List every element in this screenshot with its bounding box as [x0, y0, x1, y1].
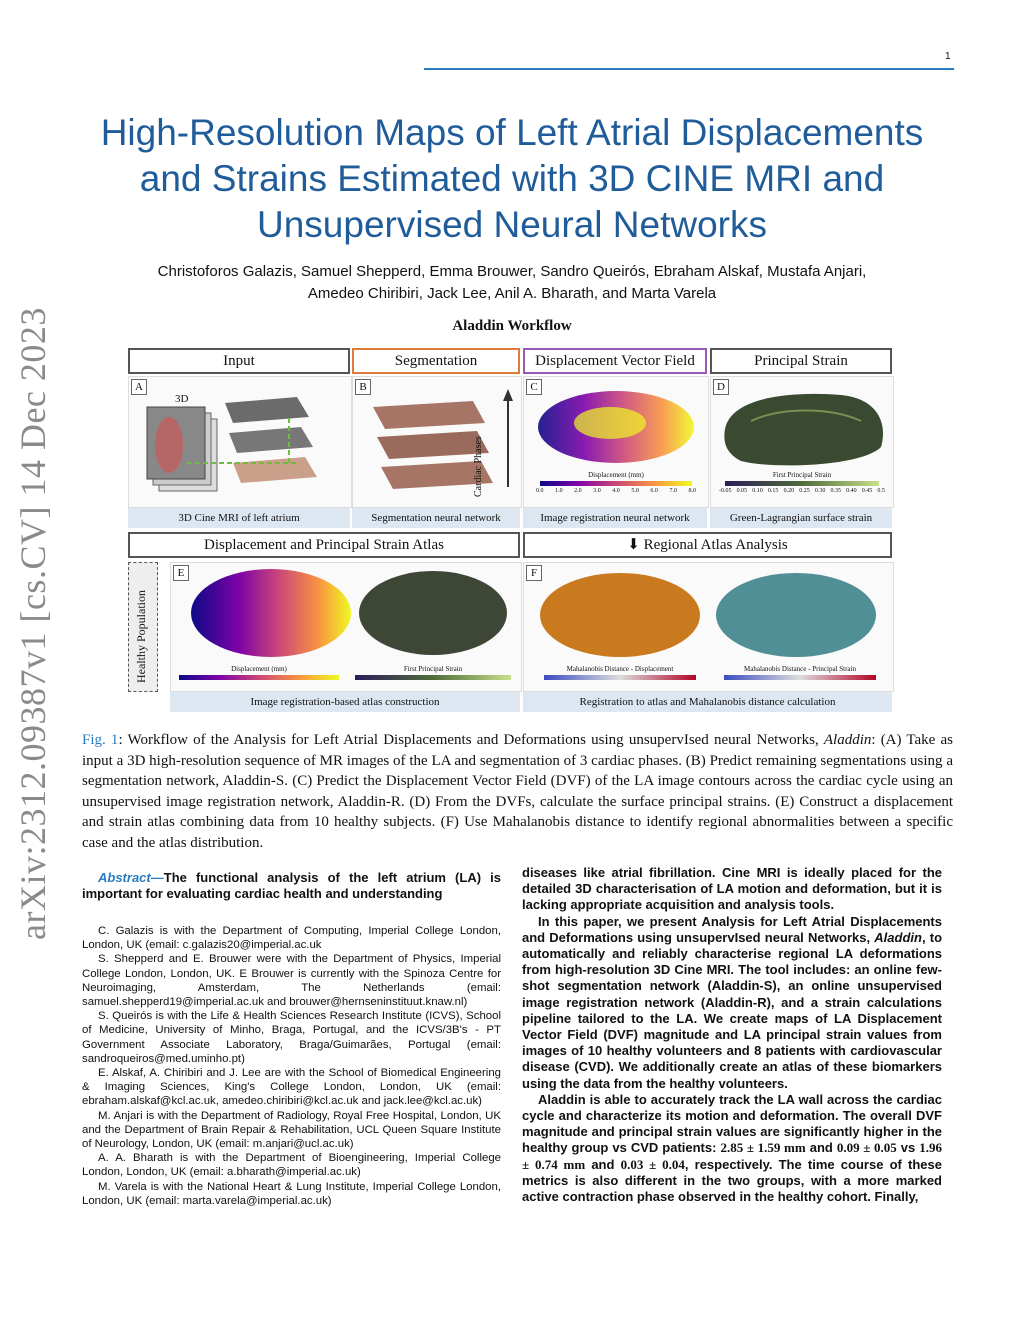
mri-stack-illustration — [129, 377, 351, 507]
footnote: C. Galazis is with the Department of Computing, Imperial College London, London, UK (email: c.galazis20@imperial.ac.uk — [82, 925, 501, 952]
panel-d — [710, 376, 894, 508]
strain-colorbar-label: First Principal Strain — [772, 471, 832, 479]
subcaption-e: Image registration-based atlas construction — [170, 692, 520, 712]
tick: 0.45 — [861, 488, 873, 494]
panel-label-a: A — [131, 379, 147, 395]
tick: 0.20 — [783, 488, 795, 494]
header-atlas: Displacement and Principal Strain Atlas — [128, 532, 520, 558]
left-column — [82, 870, 501, 1208]
tick: 0.15 — [767, 488, 779, 494]
caption-tool-name: Aladdin — [823, 732, 872, 748]
tick: 7.0 — [669, 488, 677, 494]
header-input: Input — [128, 348, 350, 374]
figure-title: Aladdin Workflow — [452, 318, 572, 334]
tick: 8.0 — [688, 488, 696, 494]
tick: 0.05 — [736, 488, 748, 494]
value-cvd-strain: 0.03 ± 0.04 — [620, 1156, 685, 1172]
footnote: A. A. Bharath is with the Department of Bioengineering, Imperial College London, London, UK (email: a.bharath@imperial.ac.uk) — [82, 1152, 501, 1179]
maha-strain-label: Mahalanobis Distance - Principal Strain — [744, 665, 856, 673]
segmentation-stack-illustration — [353, 377, 521, 507]
panel-c — [523, 376, 709, 508]
maha-displacement-colorbar — [544, 675, 696, 680]
authors-line-2: Amedeo Chiribiri, Jack Lee, Anil A. Bharath, and Marta Varela — [307, 285, 717, 302]
figure-caption — [82, 730, 953, 853]
arxiv-stamp: arXiv:2312.09387v1 [cs.CV] 14 Dec 2023 — [13, 307, 53, 940]
header-principal-strain: Principal Strain — [710, 348, 892, 374]
atlas-displacement-label: Displacement (mm) — [231, 665, 287, 673]
abstract — [82, 870, 501, 902]
tick: -0.05 — [719, 488, 732, 494]
subcaption-c: Image registration neural network — [523, 508, 707, 528]
caption-text: : Workflow of the Analysis for Left Atrial Displacements and Deformations using unsupervIsed neural Networks, — [118, 732, 824, 748]
abstract-paragraph-3: Aladdin is able to accurately track the LA wall across the cardiac cycle and characterize its motion and deformation. The overall DVF magnitude and principal strain values are significantly higher in the healthy group vs CVD patients: 2.85 ± 1.59 mm and 0.09 ± 0.05 vs 1.96 ± 0.74 mm and 0.03 ± 0.04, respectively. The time course of these metrics is also different in the two groups, with a more marked active contraction phase observed in the healthy cohort. Finally, — [522, 1091, 943, 1205]
tick: 0.40 — [846, 488, 857, 494]
strain-ticks — [719, 488, 885, 494]
strain-colorbar — [725, 481, 879, 486]
footnote: S. Queirós is with the Life & Health Sciences Research Institute (ICVS), School of Medicine, University of Minho, Braga, Portugal, and the ICVS/3B's - PT Government Associate Laboratory, Braga/Guimarães, Portugal (email: sandroqueiros@med.uminho.pt) — [82, 1010, 501, 1065]
tick: 5.0 — [631, 488, 639, 494]
panel-label-d: D — [713, 379, 729, 395]
atlas-displacement-colorbar — [179, 675, 339, 680]
header-regional-analysis: ⬇ Regional Atlas Analysis — [523, 532, 892, 558]
value-cvd-dvf: 1.96 ± 0.74 mm — [522, 1140, 943, 1172]
abstract-text: The functional analysis of the left atrium (LA) is important for evaluating cardiac health and understanding — [82, 870, 501, 901]
healthy-population-box — [128, 562, 158, 692]
page-number: 1 — [945, 51, 951, 62]
authors — [70, 261, 954, 305]
subcaption-a: 3D Cine MRI of left atrium — [128, 508, 350, 528]
footnote: S. Shepperd and E. Brouwer were with the Department of Physics, Imperial College London, London, UK. E Brouwer is currently with the Spinoza Centre for Neuroimaging, Amsterdam, The Netherlands (email: samuel.shepperd19@imperial.ac.uk and brouwer@hernseninstituut.knaw.nl) — [82, 953, 501, 1009]
caption-rest: : (A) Take as input a 3D high-resolution sequence of MR images of the LA and segmentation of 3 cardiac phases. (B) Predict remaining segmentations using a segmentation network, Aladdin-S. (C) Predict the Displacement Vector Field (DVF) of the LA image contours across the cardiac cycle using an unsupervised image registration network, Aladdin-R. (D) From the DVFs, calculate the surface principal strains. (E) Construct a displacement and strain atlas combining data from 10 healthy subjects. (F) Use Mahalanobis distance to identify regional abnormalities between a specific case and the atlas distribution. — [82, 732, 953, 851]
tick: 0.35 — [830, 488, 841, 494]
panel-e — [170, 562, 522, 692]
displacement-colorbar-label: Displacement (mm) — [588, 471, 644, 479]
tick: 0.0 — [536, 488, 544, 494]
value-healthy-dvf: 2.85 ± 1.59 mm — [720, 1140, 806, 1156]
down-arrow-icon: ⬇ — [627, 537, 644, 553]
tick: 6.0 — [650, 488, 658, 494]
footnotes — [82, 924, 501, 1208]
panel-label-f: F — [526, 565, 542, 581]
panel-f — [523, 562, 894, 692]
panel-label-e: E — [173, 565, 189, 581]
authors-line-1: Christoforos Galazis, Samuel Shepperd, Emma Brouwer, Sandro Queirós, Ebraham Alskaf, Mustafa Anjari, — [157, 263, 867, 280]
panel-label-b: B — [355, 379, 371, 395]
healthy-population-label: Healthy Population — [134, 590, 148, 683]
tick: 4.0 — [612, 488, 620, 494]
panel-a-3d-tag: 3D — [175, 393, 189, 405]
atlas-strain-colorbar — [355, 675, 511, 680]
cardiac-phases-label: Cardiac Phases — [473, 436, 484, 497]
atlas-strain-label: First Principal Strain — [403, 665, 463, 673]
maha-strain-colorbar — [724, 675, 876, 680]
abstract-paragraph-1: diseases like atrial fibrillation. Cine MRI is ideally placed for the detailed 3D characterisation of LA motion and deformation, but it is lacking appropriate acquisition and analysis tools. — [522, 865, 942, 913]
header-rule — [424, 68, 954, 70]
tick: 1.0 — [555, 488, 563, 494]
header-segmentation: Segmentation — [352, 348, 520, 374]
panel-b — [352, 376, 522, 508]
abstract-label: Abstract— — [98, 870, 164, 885]
footnote: M. Anjari is with the Department of Radiology, Royal Free Hospital, London, UK and the Department of Brain Repair & Rehabilitation, UCL Queen Square Institute of Neurology, London, UK (email: m.anjari@ucl.ac.uk) — [82, 1109, 501, 1151]
figure-reference: Fig. 1 — [82, 732, 119, 748]
tick: 3.0 — [593, 488, 601, 494]
panel-label-c: C — [526, 379, 542, 395]
header-dvf: Displacement Vector Field — [523, 348, 707, 374]
footnote: E. Alskaf, A. Chiribiri and J. Lee are with the School of Biomedical Engineering & Imaging Sciences, King's College London, London, UK (email: ebraham.alskaf@kcl.ac.uk, amedeo.chiribiri@kcl.ac.uk and jack.lee@kcl.ac.uk) — [82, 1067, 501, 1108]
displacement-ticks — [536, 488, 696, 494]
tick: 0.5 — [877, 488, 885, 494]
tick: 0.10 — [752, 488, 763, 494]
tick: 2.0 — [574, 488, 582, 494]
value-healthy-strain: 0.09 ± 0.05 — [836, 1140, 897, 1156]
panel-a — [128, 376, 352, 508]
right-column — [522, 865, 942, 1205]
subcaption-b: Segmentation neural network — [352, 508, 520, 528]
footnote: M. Varela is with the National Heart & Lung Institute, Imperial College London, London, UK (email: marta.varela@imperial.ac.uk) — [82, 1180, 501, 1207]
subcaption-d: Green-Lagrangian surface strain — [710, 508, 892, 528]
paper-title: High-Resolution Maps of Left Atrial Displacements and Strains Estimated with 3D CINE MRI and Unsupervised Neural Networks — [100, 112, 924, 245]
tick: 0.25 — [799, 488, 810, 494]
displacement-colorbar — [540, 481, 692, 486]
maha-displacement-label: Mahalanobis Distance - Displacement — [566, 665, 674, 673]
workflow-figure — [120, 340, 904, 720]
abstract-paragraph-2: In this paper, we present Analysis for Left Atrial Displacements and Deformations using unsupervIsed neural Networks, Aladdin, to automatically and reliably characterise regional LA deformations from high-resolution 3D Cine MRI. The tool includes: an online few-shot segmentation network (Aladdin-S), an online unsupervised image registration network (Aladdin-R), and a strain calculations pipeline tailored to the LA. We create maps of LA Displacement Vector Field (DVF) magnitude and LA principal strain values from images of 10 healthy volunteers and 8 patients with cardiovascular disease (CVD). We additionally create an atlas of these biomarkers using the data from the healthy volunteers. — [522, 913, 943, 1091]
tick: 0.30 — [814, 488, 826, 494]
subcaption-f: Registration to atlas and Mahalanobis distance calculation — [523, 692, 892, 712]
tool-name: Aladdin — [874, 929, 922, 945]
